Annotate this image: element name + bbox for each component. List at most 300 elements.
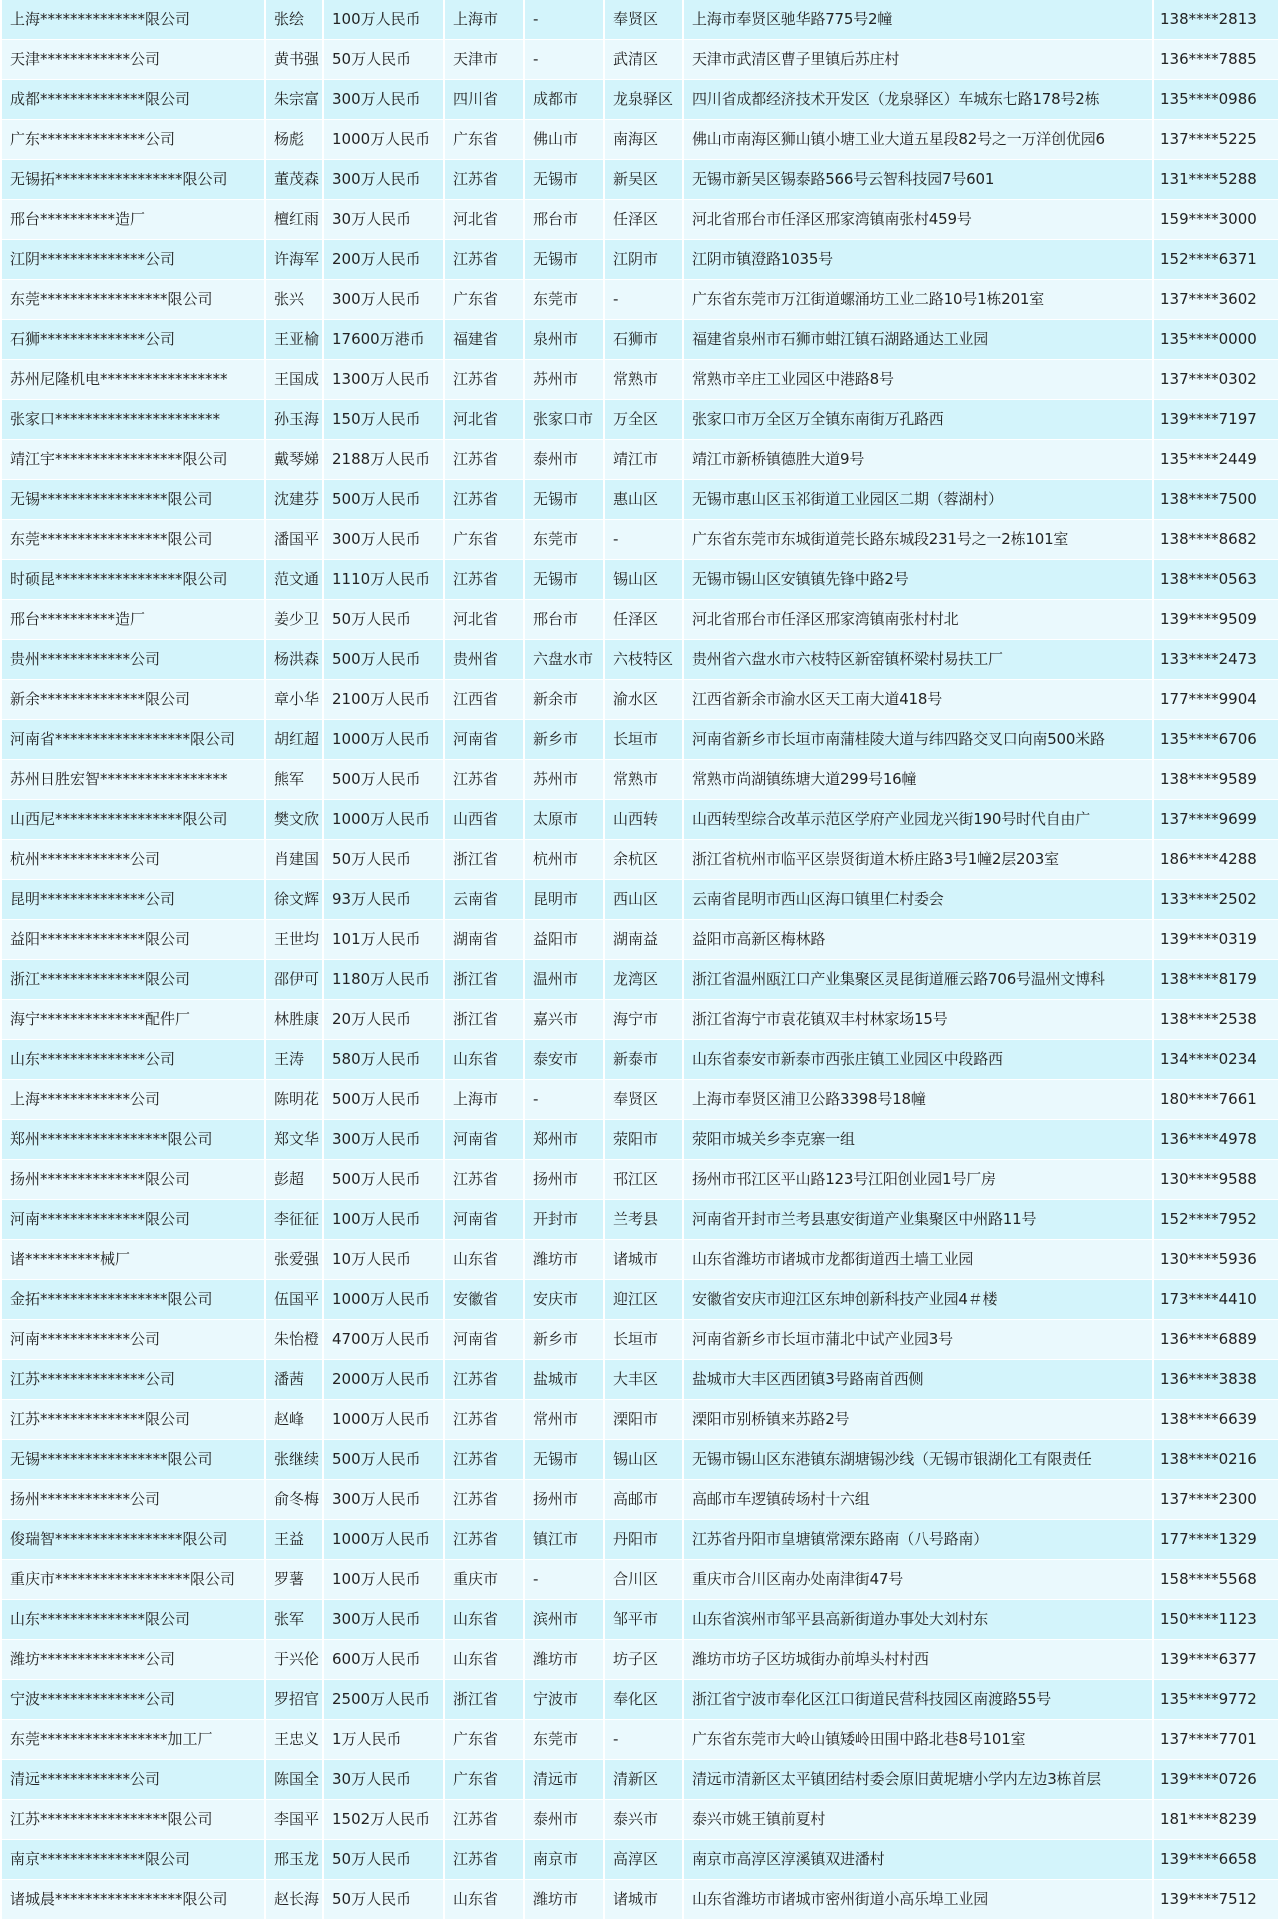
address-cell: 贵州省六盘水市六枝特区新窑镇杯梁村易扶工厂	[684, 640, 1154, 680]
registered-capital-cell: 1300万人民币	[324, 360, 445, 400]
address-cell: 靖江市新桥镇德胜大道9号	[684, 440, 1154, 480]
registered-capital-cell: 500万人民币	[324, 1080, 445, 1120]
city-cell: 常州市	[525, 1400, 605, 1440]
company-name-cell: 江苏*****************限公司	[2, 1800, 266, 1840]
phone-cell: 139****6658	[1154, 1840, 1278, 1880]
district-cell: 湖南益	[605, 920, 684, 960]
registered-capital-cell: 1000万人民币	[324, 1400, 445, 1440]
district-cell: 奉贤区	[605, 0, 684, 40]
phone-cell: 139****7512	[1154, 1880, 1278, 1920]
city-cell: 泰州市	[525, 440, 605, 480]
province-cell: 江苏省	[445, 480, 525, 520]
registered-capital-cell: 100万人民币	[324, 1200, 445, 1240]
phone-cell: 177****9904	[1154, 680, 1278, 720]
address-cell: 浙江省温州瓯江口产业集聚区灵昆街道雁云路706号温州文博科	[684, 960, 1154, 1000]
registered-capital-cell: 300万人民币	[324, 280, 445, 320]
company-name-cell: 靖江宇*****************限公司	[2, 440, 266, 480]
legal-person-cell: 俞冬梅	[266, 1480, 324, 1520]
table-row	[2, 1360, 1278, 1400]
city-cell: 潍坊市	[525, 1640, 605, 1680]
legal-person-cell: 潘国平	[266, 520, 324, 560]
address-cell: 安徽省安庆市迎江区东坤创新科技产业园4＃楼	[684, 1280, 1154, 1320]
city-cell: 安庆市	[525, 1280, 605, 1320]
city-cell: -	[525, 1080, 605, 1120]
province-cell: 福建省	[445, 320, 525, 360]
legal-person-cell: 樊文欣	[266, 800, 324, 840]
address-cell: 山东省泰安市新泰市西张庄镇工业园区中段路西	[684, 1040, 1154, 1080]
address-cell: 浙江省杭州市临平区崇贤街道木桥庄路3号1幢2层203室	[684, 840, 1154, 880]
legal-person-cell: 陈国全	[266, 1760, 324, 1800]
legal-person-cell: 伍国平	[266, 1280, 324, 1320]
table-row	[2, 760, 1278, 800]
company-name-cell: 时硕昆*****************限公司	[2, 560, 266, 600]
city-cell: 无锡市	[525, 480, 605, 520]
company-name-cell: 江阴**************公司	[2, 240, 266, 280]
province-cell: 江苏省	[445, 240, 525, 280]
province-cell: 江苏省	[445, 1160, 525, 1200]
phone-cell: 152****7952	[1154, 1200, 1278, 1240]
registered-capital-cell: 30万人民币	[324, 200, 445, 240]
table-row	[2, 200, 1278, 240]
phone-cell: 136****7885	[1154, 40, 1278, 80]
phone-cell: 133****2473	[1154, 640, 1278, 680]
district-cell: 大丰区	[605, 1360, 684, 1400]
legal-person-cell: 姜少卫	[266, 600, 324, 640]
legal-person-cell: 于兴伦	[266, 1640, 324, 1680]
registered-capital-cell: 100万人民币	[324, 1560, 445, 1600]
district-cell: 泰兴市	[605, 1800, 684, 1840]
district-cell: 新泰市	[605, 1040, 684, 1080]
district-cell: 迎江区	[605, 1280, 684, 1320]
table-row	[2, 1560, 1278, 1600]
phone-cell: 135****6706	[1154, 720, 1278, 760]
address-cell: 河南省开封市兰考县惠安街道产业集聚区中州路11号	[684, 1200, 1154, 1240]
phone-cell: 135****9772	[1154, 1680, 1278, 1720]
table-row	[2, 920, 1278, 960]
city-cell: 潍坊市	[525, 1240, 605, 1280]
province-cell: 安徽省	[445, 1280, 525, 1320]
address-cell: 河南省新乡市长垣市蒲北中试产业园3号	[684, 1320, 1154, 1360]
registered-capital-cell: 50万人民币	[324, 40, 445, 80]
city-cell: 东莞市	[525, 280, 605, 320]
province-cell: 广东省	[445, 1720, 525, 1760]
company-name-cell: 张家口**********************	[2, 400, 266, 440]
registered-capital-cell: 20万人民币	[324, 1000, 445, 1040]
phone-cell: 139****0319	[1154, 920, 1278, 960]
phone-cell: 137****2300	[1154, 1480, 1278, 1520]
registered-capital-cell: 1110万人民币	[324, 560, 445, 600]
address-cell: 广东省东莞市大岭山镇矮岭田围中路北巷8号101室	[684, 1720, 1154, 1760]
company-name-cell: 邢台**********造厂	[2, 200, 266, 240]
province-cell: 重庆市	[445, 1560, 525, 1600]
address-cell: 潍坊市坊子区坊城街办前埠头村村西	[684, 1640, 1154, 1680]
company-name-cell: 贵州************公司	[2, 640, 266, 680]
registered-capital-cell: 50万人民币	[324, 1880, 445, 1920]
legal-person-cell: 张爱强	[266, 1240, 324, 1280]
district-cell: 南海区	[605, 120, 684, 160]
table-row	[2, 640, 1278, 680]
registered-capital-cell: 93万人民币	[324, 880, 445, 920]
company-name-cell: 山西尼*****************限公司	[2, 800, 266, 840]
company-name-cell: 山东**************公司	[2, 1040, 266, 1080]
province-cell: 浙江省	[445, 1000, 525, 1040]
table-row	[2, 1320, 1278, 1360]
registered-capital-cell: 17600万港币	[324, 320, 445, 360]
legal-person-cell: 章小华	[266, 680, 324, 720]
registered-capital-cell: 300万人民币	[324, 1600, 445, 1640]
legal-person-cell: 杨洪森	[266, 640, 324, 680]
address-cell: 佛山市南海区狮山镇小塘工业大道五星段82号之一万洋创优园6	[684, 120, 1154, 160]
table-row	[2, 1040, 1278, 1080]
address-cell: 河北省邢台市任泽区邢家湾镇南张村村北	[684, 600, 1154, 640]
table-row	[2, 120, 1278, 160]
province-cell: 江苏省	[445, 440, 525, 480]
legal-person-cell: 张军	[266, 1600, 324, 1640]
address-cell: 四川省成都经济技术开发区（龙泉驿区）车城东七路178号2栋	[684, 80, 1154, 120]
registered-capital-cell: 300万人民币	[324, 160, 445, 200]
company-name-cell: 江苏**************限公司	[2, 1400, 266, 1440]
table-row	[2, 1720, 1278, 1760]
company-name-cell: 广东**************公司	[2, 120, 266, 160]
company-name-cell: 昆明**************公司	[2, 880, 266, 920]
city-cell: 嘉兴市	[525, 1000, 605, 1040]
registered-capital-cell: 30万人民币	[324, 1760, 445, 1800]
address-cell: 上海市奉贤区驰华路775号2幢	[684, 0, 1154, 40]
table-row	[2, 1200, 1278, 1240]
company-name-cell: 苏州日胜宏智*****************	[2, 760, 266, 800]
district-cell: 惠山区	[605, 480, 684, 520]
district-cell: 诸城市	[605, 1880, 684, 1920]
table-row	[2, 240, 1278, 280]
province-cell: 河北省	[445, 200, 525, 240]
district-cell: 邗江区	[605, 1160, 684, 1200]
address-cell: 益阳市高新区梅林路	[684, 920, 1154, 960]
phone-cell: 137****9699	[1154, 800, 1278, 840]
phone-cell: 137****0302	[1154, 360, 1278, 400]
district-cell: 高邮市	[605, 1480, 684, 1520]
city-cell: 宁波市	[525, 1680, 605, 1720]
legal-person-cell: 孙玉海	[266, 400, 324, 440]
province-cell: 湖南省	[445, 920, 525, 960]
company-name-cell: 诸城晨*****************限公司	[2, 1880, 266, 1920]
address-cell: 张家口市万全区万全镇东南街万孔路西	[684, 400, 1154, 440]
phone-cell: 159****3000	[1154, 200, 1278, 240]
table-row	[2, 1480, 1278, 1520]
registered-capital-cell: 50万人民币	[324, 600, 445, 640]
registered-capital-cell: 500万人民币	[324, 1440, 445, 1480]
district-cell: 丹阳市	[605, 1520, 684, 1560]
table-row	[2, 440, 1278, 480]
address-cell: 南京市高淳区淳溪镇双进潘村	[684, 1840, 1154, 1880]
table-row	[2, 1240, 1278, 1280]
table-row	[2, 1160, 1278, 1200]
company-name-cell: 清远************公司	[2, 1760, 266, 1800]
address-cell: 山西转型综合改革示范区学府产业园龙兴街190号时代自由广	[684, 800, 1154, 840]
province-cell: 江苏省	[445, 1800, 525, 1840]
address-cell: 广东省东莞市万江街道螺涌坊工业二路10号1栋201室	[684, 280, 1154, 320]
province-cell: 河南省	[445, 1320, 525, 1360]
registered-capital-cell: 150万人民币	[324, 400, 445, 440]
registered-capital-cell: 600万人民币	[324, 1640, 445, 1680]
city-cell: 邢台市	[525, 600, 605, 640]
company-name-cell: 杭州************公司	[2, 840, 266, 880]
district-cell: 荥阳市	[605, 1120, 684, 1160]
registered-capital-cell: 10万人民币	[324, 1240, 445, 1280]
city-cell: 杭州市	[525, 840, 605, 880]
address-cell: 盐城市大丰区西团镇3号路南首西侧	[684, 1360, 1154, 1400]
district-cell: 江阴市	[605, 240, 684, 280]
company-name-cell: 河南省******************限公司	[2, 720, 266, 760]
district-cell: -	[605, 520, 684, 560]
address-cell: 无锡市新吴区锡泰路566号云智科技园7号601	[684, 160, 1154, 200]
legal-person-cell: 罗招官	[266, 1680, 324, 1720]
address-cell: 常熟市辛庄工业园区中港路8号	[684, 360, 1154, 400]
table-row	[2, 1840, 1278, 1880]
table-row	[2, 1080, 1278, 1120]
company-name-cell: 无锡拓*****************限公司	[2, 160, 266, 200]
city-cell: 扬州市	[525, 1480, 605, 1520]
city-cell: 泉州市	[525, 320, 605, 360]
company-name-cell: 东莞*****************限公司	[2, 520, 266, 560]
province-cell: 河北省	[445, 600, 525, 640]
legal-person-cell: 陈明花	[266, 1080, 324, 1120]
district-cell: 奉化区	[605, 1680, 684, 1720]
legal-person-cell: 徐文辉	[266, 880, 324, 920]
table-row	[2, 680, 1278, 720]
phone-cell: 136****4978	[1154, 1120, 1278, 1160]
address-cell: 广东省东莞市东城街道莞长路东城段231号之一2栋101室	[684, 520, 1154, 560]
table-row	[2, 280, 1278, 320]
legal-person-cell: 许海军	[266, 240, 324, 280]
registered-capital-cell: 1000万人民币	[324, 120, 445, 160]
province-cell: 四川省	[445, 80, 525, 120]
phone-cell: 130****5936	[1154, 1240, 1278, 1280]
phone-cell: 134****0234	[1154, 1040, 1278, 1080]
district-cell: 常熟市	[605, 360, 684, 400]
company-name-cell: 新余**************限公司	[2, 680, 266, 720]
legal-person-cell: 张继续	[266, 1440, 324, 1480]
company-name-cell: 海宁**************配件厂	[2, 1000, 266, 1040]
phone-cell: 138****9589	[1154, 760, 1278, 800]
district-cell: 诸城市	[605, 1240, 684, 1280]
legal-person-cell: 肖建国	[266, 840, 324, 880]
company-name-cell: 苏州尼隆机电*****************	[2, 360, 266, 400]
phone-cell: 150****1123	[1154, 1600, 1278, 1640]
table-row	[2, 880, 1278, 920]
city-cell: 益阳市	[525, 920, 605, 960]
province-cell: 江苏省	[445, 1360, 525, 1400]
phone-cell: 138****2813	[1154, 0, 1278, 40]
legal-person-cell: 王益	[266, 1520, 324, 1560]
phone-cell: 138****8682	[1154, 520, 1278, 560]
registered-capital-cell: 1000万人民币	[324, 1280, 445, 1320]
table-row	[2, 1640, 1278, 1680]
phone-cell: 181****8239	[1154, 1800, 1278, 1840]
address-cell: 无锡市锡山区东港镇东湖塘锡沙线（无锡市银湖化工有限责任	[684, 1440, 1154, 1480]
phone-cell: 130****9588	[1154, 1160, 1278, 1200]
address-cell: 福建省泉州市石狮市蚶江镇石湖路通达工业园	[684, 320, 1154, 360]
registered-capital-cell: 1万人民币	[324, 1720, 445, 1760]
city-cell: 无锡市	[525, 1440, 605, 1480]
table-row	[2, 360, 1278, 400]
address-cell: 江西省新余市渝水区天工南大道418号	[684, 680, 1154, 720]
registered-capital-cell: 1180万人民币	[324, 960, 445, 1000]
legal-person-cell: 林胜康	[266, 1000, 324, 1040]
company-name-cell: 天津************公司	[2, 40, 266, 80]
registered-capital-cell: 1502万人民币	[324, 1800, 445, 1840]
district-cell: 长垣市	[605, 1320, 684, 1360]
company-name-cell: 上海************公司	[2, 1080, 266, 1120]
city-cell: 东莞市	[525, 1720, 605, 1760]
province-cell: 河北省	[445, 400, 525, 440]
legal-person-cell: 熊军	[266, 760, 324, 800]
city-cell: 南京市	[525, 1840, 605, 1880]
city-cell: 无锡市	[525, 560, 605, 600]
registered-capital-cell: 4700万人民币	[324, 1320, 445, 1360]
province-cell: 江苏省	[445, 1520, 525, 1560]
table-row	[2, 1760, 1278, 1800]
registered-capital-cell: 1000万人民币	[324, 800, 445, 840]
table-row	[2, 400, 1278, 440]
registered-capital-cell: 101万人民币	[324, 920, 445, 960]
phone-cell: 135****2449	[1154, 440, 1278, 480]
district-cell: 锡山区	[605, 1440, 684, 1480]
district-cell: 合川区	[605, 1560, 684, 1600]
company-name-cell: 宁波**************公司	[2, 1680, 266, 1720]
city-cell: 泰安市	[525, 1040, 605, 1080]
address-cell: 无锡市惠山区玉祁街道工业园区二期（蓉湖村）	[684, 480, 1154, 520]
address-cell: 常熟市尚湖镇练塘大道299号16幢	[684, 760, 1154, 800]
legal-person-cell: 张绘	[266, 0, 324, 40]
province-cell: 贵州省	[445, 640, 525, 680]
district-cell: 邹平市	[605, 1600, 684, 1640]
registered-capital-cell: 1000万人民币	[324, 1520, 445, 1560]
city-cell: 成都市	[525, 80, 605, 120]
legal-person-cell: 潘茜	[266, 1360, 324, 1400]
province-cell: 广东省	[445, 120, 525, 160]
address-cell: 泰兴市姚王镇前夏村	[684, 1800, 1154, 1840]
city-cell: 泰州市	[525, 1800, 605, 1840]
company-name-cell: 东莞*****************限公司	[2, 280, 266, 320]
company-name-cell: 益阳**************限公司	[2, 920, 266, 960]
address-cell: 江阴市镇澄路1035号	[684, 240, 1154, 280]
city-cell: 无锡市	[525, 160, 605, 200]
registered-capital-cell: 1000万人民币	[324, 720, 445, 760]
table-body	[2, 0, 1278, 1920]
phone-cell: 135****0000	[1154, 320, 1278, 360]
company-name-cell: 东莞*****************加工厂	[2, 1720, 266, 1760]
company-name-cell: 成都**************限公司	[2, 80, 266, 120]
city-cell: 新乡市	[525, 720, 605, 760]
phone-cell: 137****7701	[1154, 1720, 1278, 1760]
city-cell: 温州市	[525, 960, 605, 1000]
legal-person-cell: 李征征	[266, 1200, 324, 1240]
address-cell: 浙江省宁波市奉化区江口街道民营科技园区南渡路55号	[684, 1680, 1154, 1720]
table-row	[2, 1880, 1278, 1920]
address-cell: 清远市清新区太平镇团结村委会原旧黄坭塘小学内左边3栋首层	[684, 1760, 1154, 1800]
province-cell: 云南省	[445, 880, 525, 920]
legal-person-cell: 杨彪	[266, 120, 324, 160]
phone-cell: 177****1329	[1154, 1520, 1278, 1560]
registered-capital-cell: 2500万人民币	[324, 1680, 445, 1720]
legal-person-cell: 王涛	[266, 1040, 324, 1080]
legal-person-cell: 沈建芬	[266, 480, 324, 520]
province-cell: 河南省	[445, 720, 525, 760]
phone-cell: 138****7500	[1154, 480, 1278, 520]
province-cell: 广东省	[445, 1760, 525, 1800]
company-name-cell: 河南************公司	[2, 1320, 266, 1360]
district-cell: 常熟市	[605, 760, 684, 800]
address-cell: 溧阳市别桥镇来苏路2号	[684, 1400, 1154, 1440]
company-name-cell: 河南**************限公司	[2, 1200, 266, 1240]
province-cell: 浙江省	[445, 1680, 525, 1720]
phone-cell: 186****4288	[1154, 840, 1278, 880]
table-row	[2, 560, 1278, 600]
city-cell: 苏州市	[525, 360, 605, 400]
company-name-cell: 南京**************限公司	[2, 1840, 266, 1880]
phone-cell: 139****9509	[1154, 600, 1278, 640]
province-cell: 江苏省	[445, 1480, 525, 1520]
address-cell: 河南省新乡市长垣市南蒲桂陵大道与纬四路交叉口向南500米路	[684, 720, 1154, 760]
legal-person-cell: 范文通	[266, 560, 324, 600]
company-name-cell: 山东**************限公司	[2, 1600, 266, 1640]
company-name-cell: 重庆市******************限公司	[2, 1560, 266, 1600]
district-cell: 长垣市	[605, 720, 684, 760]
address-cell: 荥阳市城关乡李克寨一组	[684, 1120, 1154, 1160]
city-cell: 镇江市	[525, 1520, 605, 1560]
legal-person-cell: 赵峰	[266, 1400, 324, 1440]
legal-person-cell: 赵长海	[266, 1880, 324, 1920]
city-cell: 佛山市	[525, 120, 605, 160]
province-cell: 山东省	[445, 1880, 525, 1920]
address-cell: 高邮市车逻镇砖场村十六组	[684, 1480, 1154, 1520]
province-cell: 广东省	[445, 520, 525, 560]
address-cell: 云南省昆明市西山区海口镇里仁村委会	[684, 880, 1154, 920]
address-cell: 江苏省丹阳市皇塘镇常溧东路南（八号路南）	[684, 1520, 1154, 1560]
district-cell: 龙泉驿区	[605, 80, 684, 120]
phone-cell: 139****7197	[1154, 400, 1278, 440]
address-cell: 无锡市锡山区安镇镇先锋中路2号	[684, 560, 1154, 600]
district-cell: 六枝特区	[605, 640, 684, 680]
district-cell: 万全区	[605, 400, 684, 440]
district-cell: 西山区	[605, 880, 684, 920]
table-row	[2, 600, 1278, 640]
province-cell: 江西省	[445, 680, 525, 720]
district-cell: 余杭区	[605, 840, 684, 880]
legal-person-cell: 郑文华	[266, 1120, 324, 1160]
province-cell: 江苏省	[445, 1400, 525, 1440]
phone-cell: 131****5288	[1154, 160, 1278, 200]
registered-capital-cell: 300万人民币	[324, 1480, 445, 1520]
table-row	[2, 1520, 1278, 1560]
legal-person-cell: 王国成	[266, 360, 324, 400]
legal-person-cell: 董茂森	[266, 160, 324, 200]
company-name-cell: 邢台**********造厂	[2, 600, 266, 640]
legal-person-cell: 李国平	[266, 1800, 324, 1840]
address-cell: 山东省滨州市邹平县高新街道办事处大刘村东	[684, 1600, 1154, 1640]
phone-cell: 139****6377	[1154, 1640, 1278, 1680]
district-cell: 新吴区	[605, 160, 684, 200]
registered-capital-cell: 580万人民币	[324, 1040, 445, 1080]
table-row	[2, 1800, 1278, 1840]
company-name-cell: 金拓*****************限公司	[2, 1280, 266, 1320]
province-cell: 山东省	[445, 1640, 525, 1680]
province-cell: 河南省	[445, 1200, 525, 1240]
city-cell: 东莞市	[525, 520, 605, 560]
province-cell: 浙江省	[445, 840, 525, 880]
city-cell: 新余市	[525, 680, 605, 720]
district-cell: 清新区	[605, 1760, 684, 1800]
